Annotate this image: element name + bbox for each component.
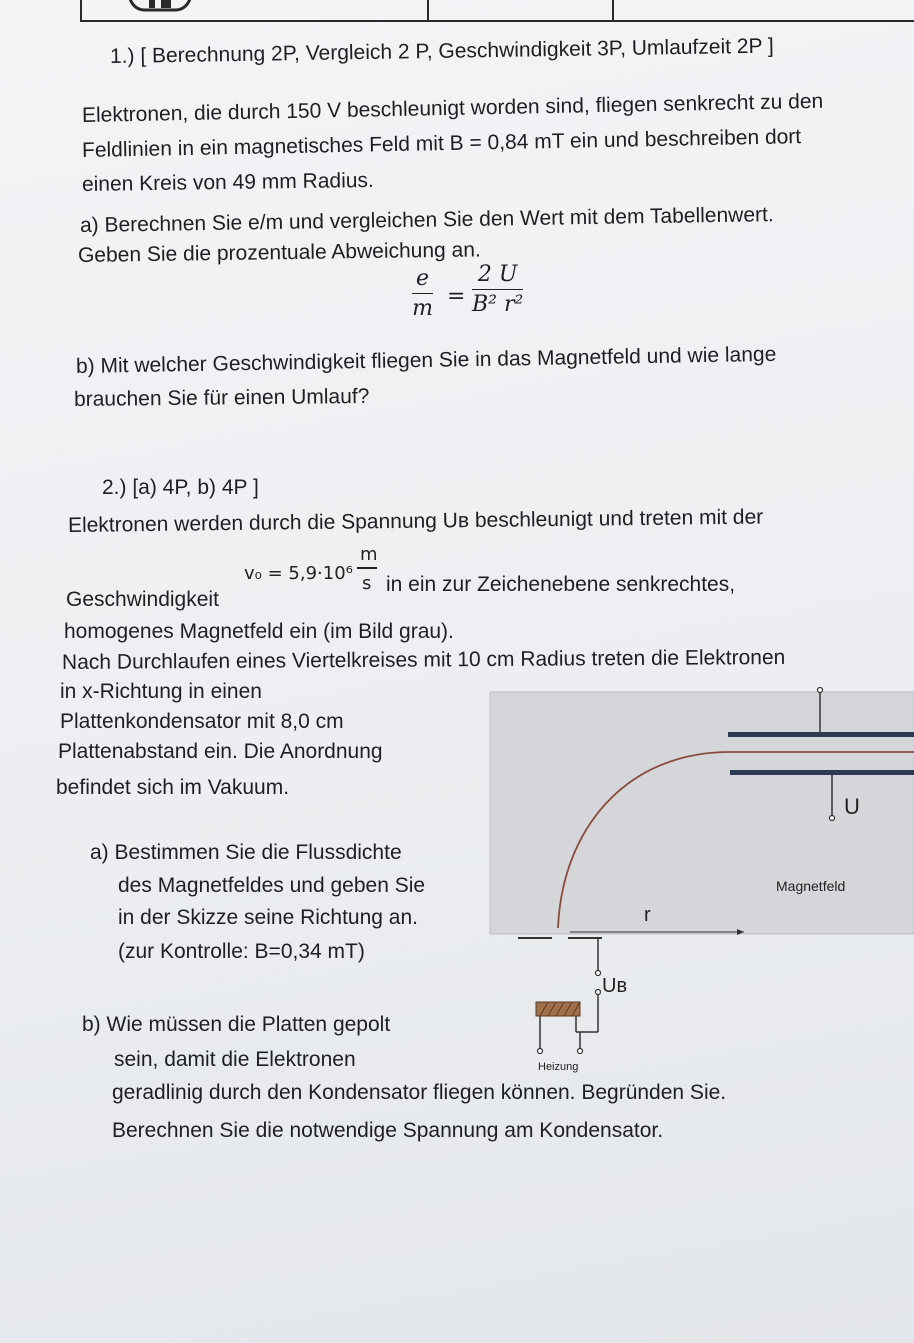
task2-a-line2: des Magnetfeldes und geben Sie — [118, 874, 426, 897]
task2-a-line1: a) Bestimmen Sie die Flussdichte — [90, 841, 402, 864]
heater-terminal-right — [578, 1049, 583, 1054]
task2-line2-rest: in ein zur Zeichenebene senkrechtes, — [386, 573, 736, 596]
task2-line4: Nach Durchlaufen eines Viertelkreises mit 10 cm Radius treten die Elektronen — [61, 645, 786, 674]
task2-line7: Plattenabstand ein. Die Anordnung — [58, 740, 383, 763]
task2-a-line4: (zur Kontrolle: B=0,34 mT) — [118, 940, 365, 963]
velocity-fraction-bar — [357, 567, 377, 569]
frame-divider — [427, 0, 429, 20]
top-table-frame — [80, 0, 914, 22]
velocity-unit-num: m — [360, 544, 378, 565]
task1-intro-line1: Elektronen, die durch 150 V beschleunigt worden sind, fliegen senkrecht zu den — [81, 89, 824, 127]
heater-terminal-left — [538, 1049, 543, 1054]
top-terminal — [818, 688, 823, 693]
task2-a-line3: in der Skizze seine Richtung an. — [118, 906, 418, 929]
formula-lhs-num: e — [412, 266, 433, 294]
task2-line8: befindet sich im Vakuum. — [56, 776, 290, 799]
ub-top-terminal — [596, 971, 601, 976]
task1-intro-line3: einen Kreis von 49 mm Radius. — [81, 168, 374, 196]
task2-b-line1: b) Wie müssen die Platten gepolt — [82, 1013, 391, 1036]
ub-bottom-terminal — [596, 990, 601, 995]
capacitor-bottom-plate — [730, 770, 914, 775]
apparatus-figure — [480, 680, 914, 1080]
ub-label: Uʙ — [602, 975, 628, 997]
formula-lhs-den: m — [412, 296, 433, 321]
task1-intro-line2: Feldlinien in ein magnetisches Feld mit B = 0,84 mT ein und beschreiben dort — [81, 125, 802, 162]
magnetfeld-label: Magnetfeld — [776, 878, 846, 894]
formula-rhs-den: B² r² — [472, 292, 524, 317]
task2-header: 2.) [a) 4P, b) 4P ] — [102, 476, 259, 499]
task2-line5: in x-Richtung in einen — [60, 680, 262, 703]
task2-line3: homogenes Magnetfeld ein (im Bild grau). — [64, 620, 454, 643]
radius-label: r — [644, 904, 651, 926]
capacitor-voltage-label: U — [844, 794, 860, 819]
task1-b-line1: b) Mit welcher Geschwindigkeit fliegen Sie in das Magnetfeld und wie lange — [75, 342, 777, 378]
formula-rhs-num: 2 U — [472, 262, 523, 290]
bottom-terminal — [830, 816, 835, 821]
heizung-label: Heizung — [538, 1061, 579, 1073]
geschwindigkeit-label: Geschwindigkeit — [66, 588, 219, 611]
task2-line1: Elektronen werden durch die Spannung Uʙ beschleunigt und treten mit der — [67, 505, 764, 537]
school-logo-icon — [125, 0, 195, 18]
task2-line6: Plattenkondensator mit 8,0 cm — [60, 710, 344, 733]
task1-a-line1: a) Berechnen Sie e/m und vergleichen Sie den Wert mit dem Tabellenwert. — [79, 203, 774, 237]
task1-b-line2: brauchen Sie für einen Umlauf? — [73, 384, 370, 411]
frame-divider — [612, 0, 614, 20]
task1-header: 1.) [ Berechnung 2P, Vergleich 2 P, Geschwindigkeit 3P, Umlaufzeit 2P ] — [109, 34, 774, 68]
velocity-lhs: v₀ = 5,9·10⁶ — [244, 563, 353, 584]
task2-b-line3: geradlinig durch den Kondensator fliegen können. Begründen Sie. — [112, 1081, 727, 1104]
formula-equals: = — [447, 284, 466, 309]
task2-b-line2: sein, damit die Elektronen — [114, 1048, 356, 1071]
task1-a-line2: Geben Sie die prozentuale Abweichung an. — [77, 238, 481, 267]
task2-b-line4: Berechnen Sie die notwendige Spannung am Kondensator. — [112, 1119, 664, 1142]
velocity-unit-den: s — [362, 573, 372, 594]
capacitor-top-plate — [728, 732, 914, 737]
